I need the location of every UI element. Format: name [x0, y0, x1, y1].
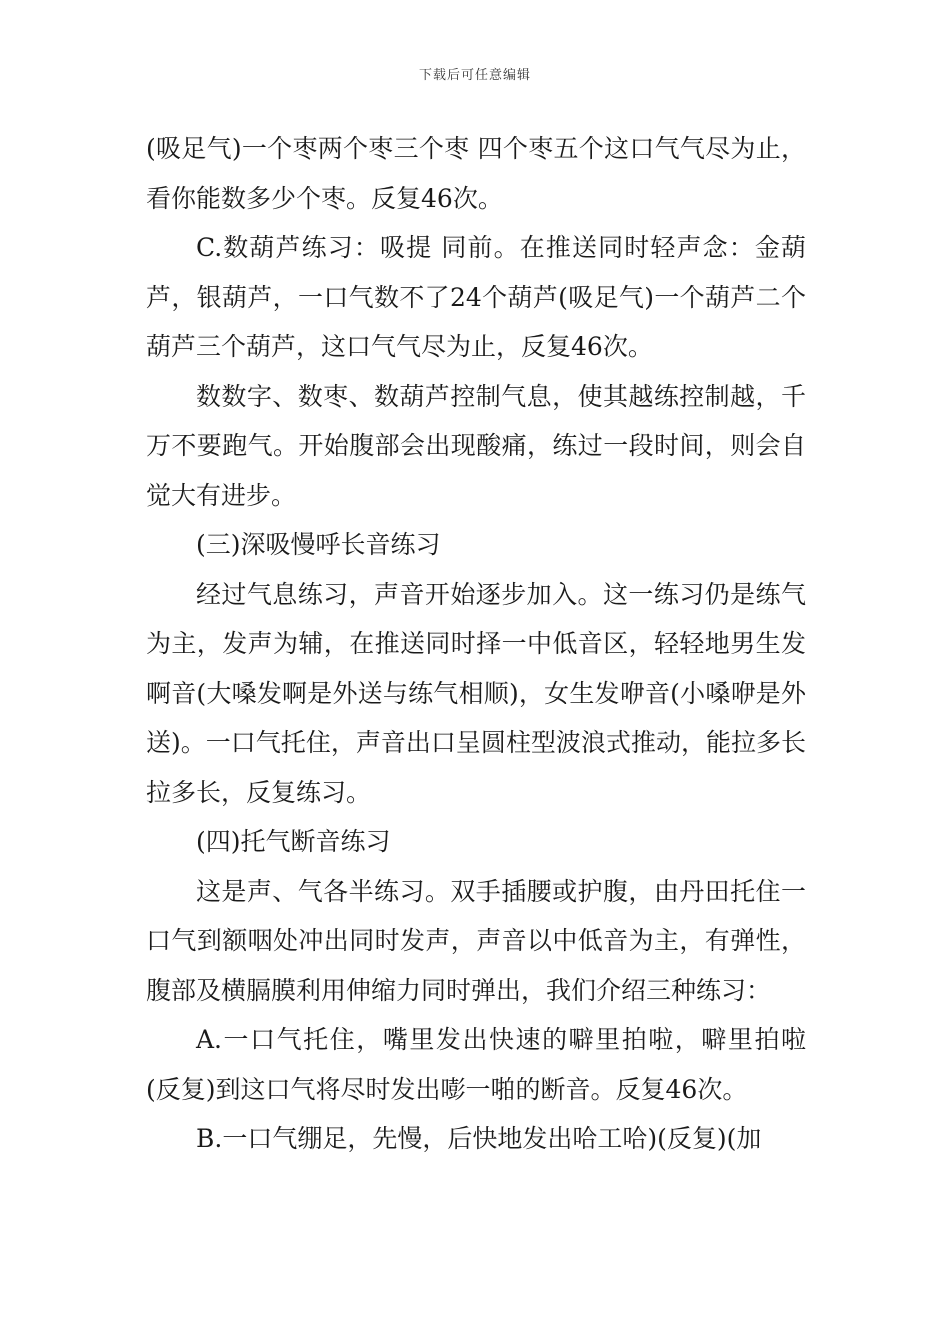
section-heading-long-tone: (三)深吸慢呼长音练习	[196, 530, 441, 559]
paragraph-staccato-intro: 这是声、气各半练习。双手插腰或护腹，由丹田托住一口气到额咽处冲出同时发声，声音以中低音为主，有弹性，腹部及横膈膜利用伸缩力同时弹出，我们介绍三种练习：	[146, 876, 806, 1005]
paragraph-count-dates-end: (吸足气)一个枣两个枣三个枣 四个枣五个这口气气尽为止，看你能数多少个枣。反复46次。	[146, 134, 806, 213]
paragraph-count-gourds: C.数葫芦练习：吸提 同前。在推送同时轻声念：金葫芦，银葫芦，一口气数不了24个葫芦(吸足气)一个葫芦二个葫芦三个葫芦，这口气气尽为止，反复46次。	[146, 233, 806, 361]
section-heading-staccato: (四)托气断音练习	[196, 827, 391, 856]
paragraph-exercise-a: A.一口气托住，嘴里发出快速的噼里拍啦，噼里拍啦(反复)到这口气将尽时发出嘭一啪的断音。反复46次。	[146, 1025, 806, 1104]
paragraph-long-tone: 经过气息练习，声音开始逐步加入。这一练习仍是练气为主，发声为辅，在推送同时择一中低音区，轻轻地男生发啊音(大嗓发啊是外送与练气相顺)，女生发咿音(小嗓咿是外送)。一口气托住，声音出口呈圆柱型波浪式推动，能拉多长拉多长，反复练习。	[146, 579, 806, 807]
page-header: 下载后可任意编辑	[418, 68, 531, 83]
document-body	[146, 124, 806, 1164]
paragraph-exercise-b: B.一口气绷足，先慢，后快地发出哈工哈)(反复)(加	[196, 1124, 762, 1153]
paragraph-breath-control-summary: 数数字、数枣、数葫芦控制气息，使其越练控制越，千万不要跑气。开始腹部会出现酸痛，练过一段时间，则会自觉大有进步。	[146, 381, 806, 510]
